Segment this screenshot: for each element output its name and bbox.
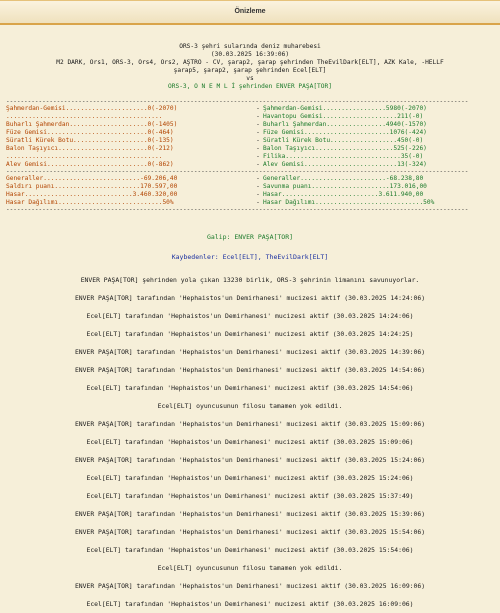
log-entry: ENVER PAŞA[TOR] tarafından 'Hephaistos'un Demirhanesi' mucizesi aktif (30.03.2025 14:24:06) — [74, 294, 426, 302]
losers-label: Kaybedenler: Ecel[ELT], TheEvilDark[ELT] — [171, 253, 329, 261]
attacker-stat: Generaller..........................-69.206,40 — [6, 175, 178, 182]
defender-stat: Generaller.......................-68.238,80 — [263, 175, 424, 182]
stat-row — [6, 137, 494, 145]
log-entry: Ecel[ELT] tarafından 'Hephaistos'un Demirhanesi' mucizesi aktif (30.03.2025 14:54:06) — [86, 384, 414, 392]
attacker-stat: .......................................... — [6, 113, 163, 120]
log-entry: Ecel[ELT] tarafından 'Hephaistos'un Demirhanesi' mucizesi aktif (30.03.2025 15:24:06) — [86, 474, 414, 482]
log-entry: ENVER PAŞA[TOR] şehrinden yola çıkan 13230 birlik, ORS-3 şehrinin limanını savunuyorlar. — [80, 276, 420, 284]
attackers-list-continued: şarap5, şarap2, şarap şehrinden Ecel[ELT] — [173, 67, 327, 74]
versus-label: vs — [246, 75, 254, 82]
log-entry: ENVER PAŞA[TOR] tarafından 'Hephaistos'un Demirhanesi' mucizesi aktif (30.03.2025 15:54:06) — [74, 528, 426, 536]
stat-row — [6, 191, 494, 199]
separator-bottom: -------------------------------------------------------------------------------------------------------------------------------- — [6, 207, 469, 213]
log-entry: Ecel[ELT] tarafından 'Hephaistos'un Demirhanesi' mucizesi aktif (30.03.2025 15:54:06) — [86, 546, 414, 554]
attacker-stat: Alev Gemisi...........................0(-862) — [6, 161, 174, 168]
column-divider: - — [256, 183, 260, 190]
attacker-stat: Füze Gemisi...........................0(-464) — [6, 129, 174, 136]
stat-row — [6, 105, 494, 113]
log-entry: Ecel[ELT] oyuncusunun filosu tamamen yok edildi. — [157, 402, 343, 410]
column-divider: - — [256, 199, 260, 206]
column-divider: - — [256, 129, 260, 136]
defender-stat: Filika...............................35(-0) — [263, 153, 424, 160]
log-entry: Ecel[ELT] oyuncusunun filosu tamamen yok edildi. — [157, 564, 343, 572]
attackers-list: M2 DARK, Ors1, ORS-3, Ors4, Ors2, AŞTRO - CV, şarap2, şarap şehrinden TheEvilDark[ELT], AZK Kale, -HELLF — [56, 59, 444, 66]
defender-stat: Havantopu Gemisi....................211(-0) — [263, 113, 424, 120]
stat-row — [6, 153, 494, 161]
battle-title: ORS-3 şehri sularında deniz muharebesi — [179, 43, 321, 50]
log-entry: ENVER PAŞA[TOR] tarafından 'Hephaistos'un Demirhanesi' mucizesi aktif (30.03.2025 14:54:06) — [74, 366, 426, 374]
defender-name: ORS-3, O N E M L İ şehrinden ENVER PAŞA[TOR] — [168, 83, 332, 90]
column-divider: - — [256, 145, 260, 152]
stat-row — [6, 121, 494, 129]
window-title: Önizleme — [0, 0, 500, 25]
column-divider: - — [256, 161, 260, 168]
battle-report — [0, 43, 500, 613]
attacker-stat: Balon Taşıyıcı........................0(-212) — [6, 145, 174, 152]
separator-top: -------------------------------------------------------------------------------------------------------------------------------- — [6, 99, 469, 105]
stat-row — [6, 199, 494, 207]
battle-datetime: (30.03.2025 16:39:06) — [210, 51, 290, 58]
log-entry: ENVER PAŞA[TOR] tarafından 'Hephaistos'un Demirhanesi' mucizesi aktif (30.03.2025 16:09:06) — [74, 582, 426, 590]
totals-table — [6, 175, 494, 207]
column-divider: - — [256, 175, 260, 182]
column-divider: - — [256, 137, 260, 144]
log-entry: ENVER PAŞA[TOR] tarafından 'Hephaistos'un Demirhanesi' mucizesi aktif (30.03.2025 15:24:06) — [74, 456, 426, 464]
stat-row — [6, 175, 494, 183]
defender-stat: Buharlı Şahmerdan................4940(-1570) — [263, 121, 427, 128]
log-entry: ENVER PAŞA[TOR] tarafından 'Hephaistos'un Demirhanesi' mucizesi aktif (30.03.2025 14:39:06) — [74, 348, 426, 356]
defender-stat: Süratli Kürek Botu..................450(-0) — [263, 137, 424, 144]
defender-stat: Alev Gemisi.........................13(-324) — [263, 161, 427, 168]
log-entry: Ecel[ELT] tarafından 'Hephaistos'un Demirhanesi' mucizesi aktif (30.03.2025 16:09:06) — [86, 600, 414, 608]
winner-label: Galip: ENVER PAŞA[TOR] — [206, 233, 294, 241]
column-divider: - — [256, 153, 260, 160]
attacker-stat: Saldırı puanı.......................170.597,00 — [6, 183, 178, 190]
defender-stat: Füze Gemisi.......................1076(-424) — [263, 129, 427, 136]
defender-stat: Savunma puanı.....................173.016,00 — [263, 183, 427, 190]
attacker-stat: .......................................... — [6, 153, 163, 160]
defender-stat: Hasar..........................3.611.940,00 — [263, 191, 424, 198]
battle-log — [0, 271, 500, 613]
attacker-stat: Süratli Kürek Botu....................0(-135) — [6, 137, 174, 144]
defender-stat: Balon Taşıyıcı.....................525(-226) — [263, 145, 427, 152]
log-entry: Ecel[ELT] tarafından 'Hephaistos'un Demirhanesi' mucizesi aktif (30.03.2025 14:24:06) — [86, 312, 414, 320]
defender-stat: Hasar Dağılımı.............................50% — [263, 199, 435, 206]
unit-table — [6, 105, 494, 169]
stat-row — [6, 183, 494, 191]
column-divider: - — [256, 191, 260, 198]
attacker-stat: Buharlı Şahmerdan.....................0(-1405) — [6, 121, 178, 128]
defender-stat: Şahmerdan-Gemisi.................5980(-2070) — [263, 105, 427, 112]
column-divider: - — [256, 121, 260, 128]
log-entry: ENVER PAŞA[TOR] tarafından 'Hephaistos'un Demirhanesi' mucizesi aktif (30.03.2025 15:39:06) — [74, 510, 426, 518]
separator-middle: -------------------------------------------------------------------------------------------------------------------------------- — [6, 169, 469, 175]
stat-row — [6, 145, 494, 153]
log-entry: Ecel[ELT] tarafından 'Hephaistos'un Demirhanesi' mucizesi aktif (30.03.2025 14:24:25) — [86, 330, 414, 338]
attacker-stat: Şahmerdan-Gemisi......................0(-2070) — [6, 105, 178, 112]
stat-row — [6, 113, 494, 121]
stat-row — [6, 129, 494, 137]
battle-header — [0, 43, 500, 91]
log-entry: ENVER PAŞA[TOR] tarafından 'Hephaistos'un Demirhanesi' mucizesi aktif (30.03.2025 15:09:06) — [74, 420, 426, 428]
log-entry: Ecel[ELT] tarafından 'Hephaistos'un Demirhanesi' mucizesi aktif (30.03.2025 15:37:49) — [86, 492, 414, 500]
log-entry: Ecel[ELT] tarafından 'Hephaistos'un Demirhanesi' mucizesi aktif (30.03.2025 15:09:06) — [86, 438, 414, 446]
attacker-stat: Hasar.............................3.460.320,00 — [6, 191, 178, 198]
column-divider: - — [256, 105, 260, 112]
attacker-stat: Hasar Dağılımı............................50% — [6, 199, 174, 206]
stat-row — [6, 161, 494, 169]
column-divider: - — [256, 113, 260, 120]
